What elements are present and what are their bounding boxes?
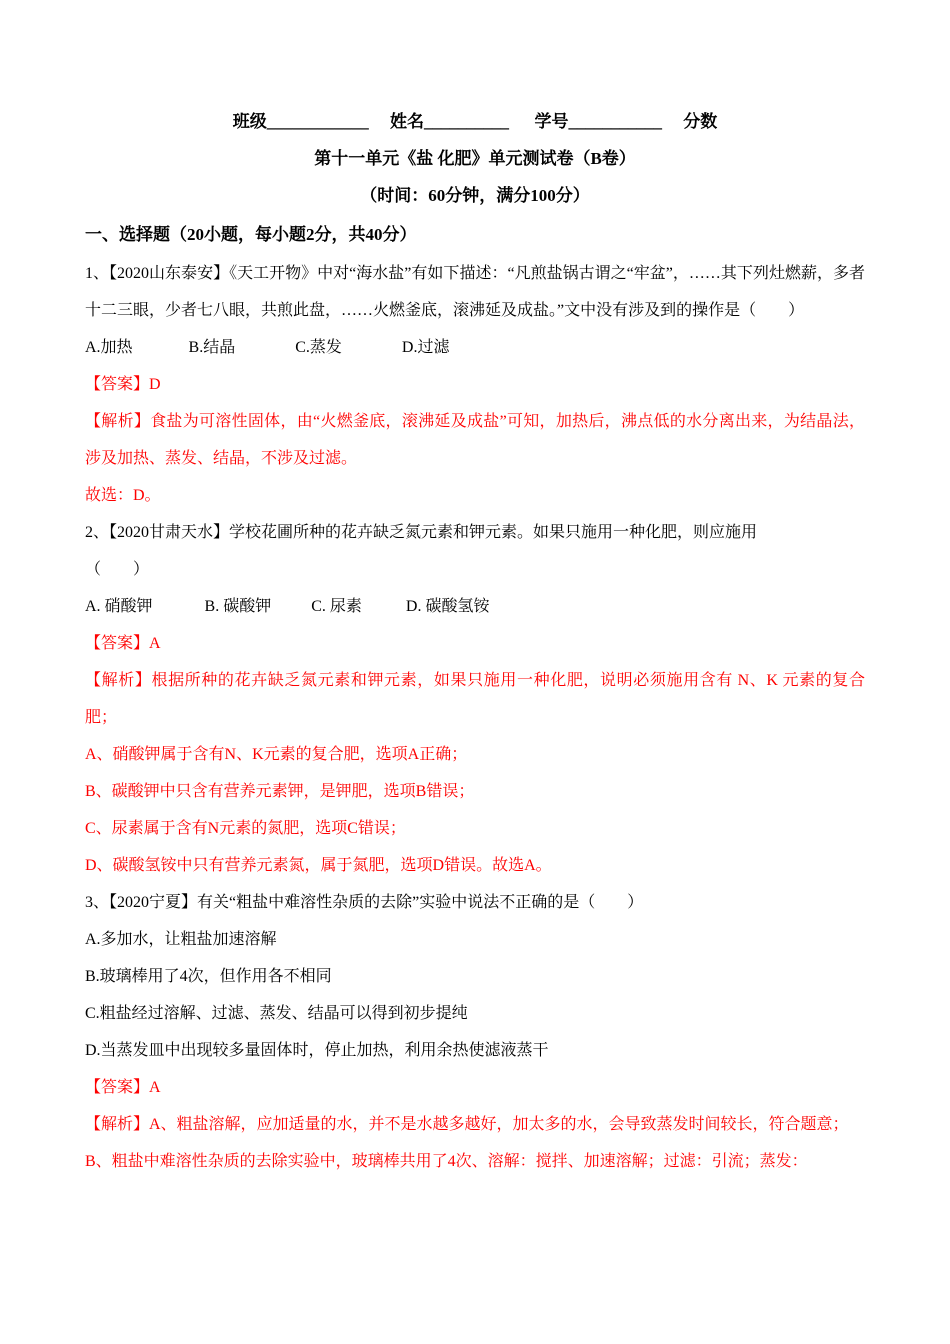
paragraph: 【答案】A [85, 1079, 161, 1096]
paragraph: D.当蒸发皿中出现较多量固体时，停止加热，利用余热使滤液蒸干 [85, 1042, 549, 1059]
exam-title: 第十一单元《盐 化肥》单元测试卷（B卷） [314, 149, 636, 168]
paragraph: 【解析】食盐为可溶性固体，由“火燃釜底，滚沸延及成盐”可知，加热后，沸点低的水分离出来，为结晶法，涉及加热、蒸发、结晶，不涉及过滤。 [85, 413, 865, 467]
paragraph: 1、【2020山东泰安】《天工开物》中对“海水盐”有如下描述：“凡煎盐锅古谓之“牢盆”，……其下列灶燃薪，多者十二三眼，少者七八眼，共煎此盘，……火燃釜底，滚沸延及成盐。”文中没有涉及到的操作是（ ） [85, 265, 865, 319]
paragraph: B.玻璃棒用了4次，但作用各不相同 [85, 968, 332, 985]
paragraph: A.加热 B.结晶 C.蒸发 D.过滤 [85, 339, 450, 356]
paragraph: 2、【2020甘肃天水】学校花圃所种的花卉缺乏氮元素和钾元素。如果只施用一种化肥，则应施用 [85, 524, 758, 541]
paragraph: A.多加水，让粗盐加速溶解 [85, 931, 277, 948]
paragraph: 【解析】根据所种的花卉缺乏氮元素和钾元素，如果只施用一种化肥，说明必须施用含有 N、K 元素的复合肥； [85, 672, 865, 726]
paragraph: 3、【2020宁夏】有关“粗盐中难溶性杂质的去除”实验中说法不正确的是（ ） [85, 894, 644, 911]
section-heading-choice-questions: 一、选择题（20小题，每小题2分，共40分） [85, 225, 417, 244]
paragraph: B、粗盐中难溶性杂质的去除实验中，玻璃棒共用了4次、溶解：搅拌、加速溶解；过滤：引流；蒸发： [85, 1153, 808, 1170]
paragraph: 【答案】A [85, 635, 161, 652]
paragraph: B、碳酸钾中只含有营养元素钾，是钾肥，选项B错误； [85, 783, 475, 800]
exam-subtitle: （时间：60分钟，满分100分） [360, 186, 590, 205]
paragraph: 故选：D。 [85, 487, 161, 504]
paragraph: A. 硝酸钾 B. 碳酸钾 C. 尿素 D. 碳酸氢铵 [85, 598, 490, 615]
paragraph: （ ） [85, 561, 150, 578]
paragraph: D、碳酸氢铵中只有营养元素氮，属于氮肥，选项D错误。故选A。 [85, 857, 552, 874]
document-body [85, 255, 865, 1180]
paragraph: A、硝酸钾属于含有N、K元素的复合肥，选项A正确； [85, 746, 468, 763]
paragraph: 【解析】A、粗盐溶解，应加适量的水，并不是水越多越好，加太多的水，会导致蒸发时间较长，符合题意； [85, 1116, 849, 1133]
paragraph: C.粗盐经过溶解、过滤、蒸发、结晶可以得到初步提纯 [85, 1005, 468, 1022]
paragraph: C、尿素属于含有N元素的氮肥，选项C错误； [85, 820, 406, 837]
paragraph: 【答案】D [85, 376, 161, 393]
student-info-line: 班级____________ 姓名__________ 学号___________ 分数 [232, 112, 718, 131]
